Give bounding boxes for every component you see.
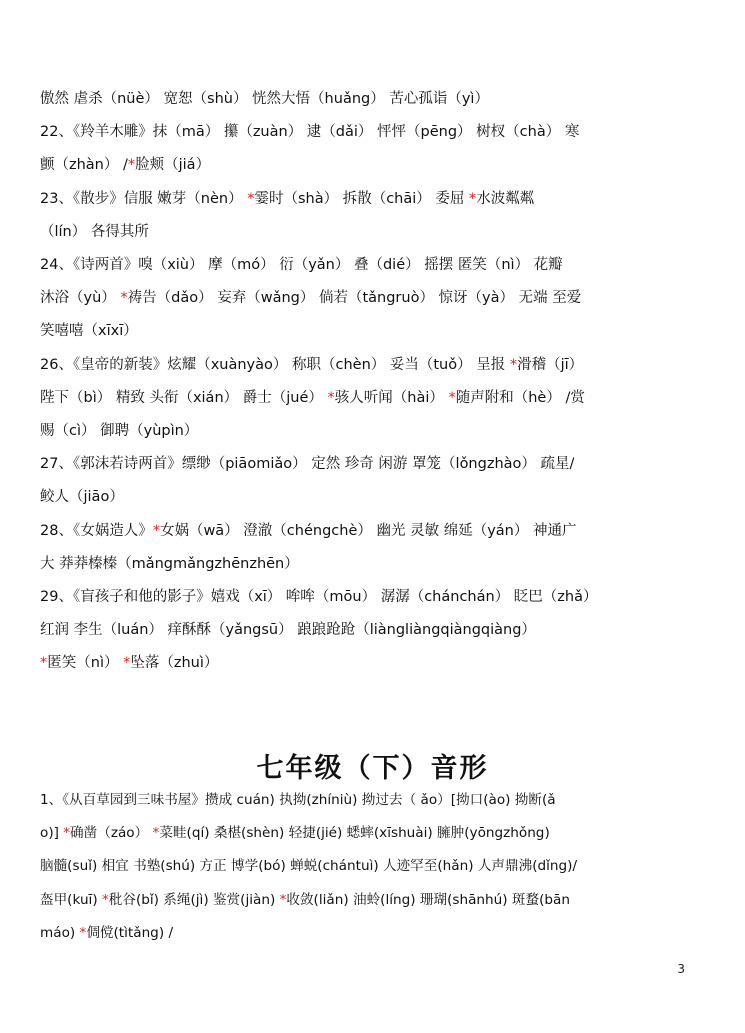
- text-line: [40, 122, 710, 142]
- text-segment: 24、《诗两首》嗅（xiù） 摩（mó） 衍（yǎn） 叠（dié） 摇摆 匿笑（nì） 花瓣: [40, 257, 563, 273]
- text-segment: 菜畦(qí) 桑椹(shèn) 轻捷(jié) 蟋蟀(xīshuài) 臃肿(yōngzhǒng): [159, 825, 550, 842]
- text-segment: 倜傥(tìtǎng) /: [86, 924, 174, 941]
- text-segment: （lín） 各得其所: [40, 223, 149, 240]
- text-line: [40, 653, 710, 673]
- text-segment: 颤（zhàn） /: [40, 157, 128, 174]
- text-line: [40, 620, 710, 640]
- key-marker: *: [448, 389, 456, 406]
- text-segment: máo): [40, 924, 80, 941]
- key-marker: *: [247, 190, 255, 207]
- key-marker: *: [40, 655, 48, 672]
- key-marker: *: [327, 389, 335, 406]
- text-segment: 脑髓(suǐ) 相宜 书塾(shú) 方正 博学(bó) 蝉蜕(chántuì) 人迹罕至(hǎn) 人声鼎沸(dǐng)/: [40, 858, 578, 875]
- text-line: [40, 421, 710, 441]
- text-line: [40, 454, 710, 474]
- text-line: [40, 155, 710, 175]
- text-line: [40, 355, 710, 375]
- text-segment: 收敛(liǎn) 油蛉(líng) 珊瑚(shānhú) 斑蝥(bān: [286, 891, 570, 908]
- text-line: [40, 521, 710, 541]
- text-line: [40, 923, 710, 943]
- text-segment: 霎时（shà） 拆散（chāi） 委屈: [254, 190, 470, 207]
- key-marker: *: [118, 655, 131, 672]
- text-segment: 水波粼粼: [476, 190, 535, 207]
- text-segment: 盔甲(kuī): [40, 891, 102, 908]
- text-segment: 确凿（záo）: [70, 825, 153, 842]
- text-segment: 骇人听闻（hài）: [334, 389, 449, 406]
- key-marker: *: [79, 924, 87, 941]
- text-segment: 27、《郭沫若诗两首》缥缈（piāomiǎo） 定然 珍奇 闲游 罩笼（lǒngzhào） 疏星/: [40, 456, 575, 473]
- text-line: [40, 388, 710, 408]
- key-marker: *: [279, 891, 287, 908]
- text-segment: 滑稽（jī）: [517, 356, 584, 373]
- text-line: [40, 288, 710, 308]
- text-line: [40, 587, 710, 607]
- text-segment: 女娲（wā） 澄澈（chéngchè） 幽光 灵敏 绵延（yán） 神通广: [159, 522, 577, 539]
- text-line: [40, 89, 710, 109]
- text-line: [40, 321, 710, 341]
- key-marker: *: [120, 290, 128, 307]
- text-segment: 笑嘻嘻（xīxī）: [40, 323, 138, 340]
- text-segment: o)]: [40, 825, 64, 842]
- text-line: [40, 890, 710, 910]
- text-segment: 1、《从百草园到三味书屋》攒成 cuán) 执拗(zhíniù) 拗过去（ ǎo）[拗口(ào) 拗断(ǎ: [40, 792, 556, 808]
- text-segment: 祷告（dǎo） 妄弃（wǎng） 倘若（tǎngruò） 惊讶（yà） 无端 至爱: [127, 290, 582, 307]
- text-segment: 22、《羚羊木雕》抹（mā） 攥（zuàn） 逮（dǎi） 怦怦（pēng） 树杈（chà） 寒: [40, 124, 580, 141]
- text-line: [40, 790, 710, 810]
- key-marker: *: [63, 825, 71, 842]
- text-segment: 29、《盲孩子和他的影子》嬉戏（xī） 哞哞（mōu） 潺潺（chánchán） 眨巴（zhǎ）: [40, 589, 598, 605]
- text-segment: 赐（cì） 御聘（yùpìn）: [40, 423, 199, 439]
- text-segment: 陛下（bì） 精致 头衔（xián） 爵士（jué）: [40, 389, 328, 406]
- page-number: 3: [677, 962, 685, 976]
- text-line: [40, 554, 710, 574]
- text-line: [40, 487, 710, 507]
- text-segment: 26、《皇帝的新装》炫耀（xuànyào） 称职（chèn） 妥当（tuǒ） 呈报: [40, 356, 510, 373]
- text-segment: 沐浴（yù）: [40, 290, 121, 307]
- text-segment: 红润 李生（luán） 痒酥酥（yǎngsū） 踉踉跄跄（liàngliàngqiàngqiàng）: [40, 622, 536, 639]
- text-line: [40, 222, 710, 242]
- key-marker: *: [101, 891, 109, 908]
- key-marker: *: [509, 356, 518, 373]
- text-segment: 脸颊（jiá）: [135, 157, 211, 174]
- text-segment: 大 莽莽榛榛（mǎngmǎngzhēnzhēn）: [40, 555, 299, 572]
- text-segment: 匿笑（nì）: [47, 655, 119, 672]
- text-line: [40, 823, 710, 843]
- key-marker: *: [127, 157, 136, 174]
- text-line: [40, 856, 710, 876]
- text-segment: 秕谷(bǐ) 系绳(jì) 鉴赏(jiàn): [108, 891, 280, 908]
- text-segment: 随声附和（hè） /赏: [455, 389, 585, 406]
- key-marker: *: [152, 522, 160, 539]
- text-segment: 23、《散步》信服 嫩芽（nèn）: [40, 190, 248, 207]
- text-line: [40, 189, 710, 209]
- text-segment: 28、《女娲造人》: [40, 522, 153, 539]
- text-segment: 鲛人（jiāo）: [40, 489, 124, 506]
- text-line: [40, 255, 710, 275]
- text-segment: 坠落（zhuì）: [130, 655, 219, 672]
- text-segment: 傲然 虐杀（nüè） 宽恕（shù） 恍然大悟（huǎng） 苦心孤诣（yì）: [40, 91, 489, 107]
- key-marker: *: [469, 190, 477, 207]
- section-title: 七年级（下）音形: [256, 753, 489, 784]
- key-marker: *: [152, 825, 160, 842]
